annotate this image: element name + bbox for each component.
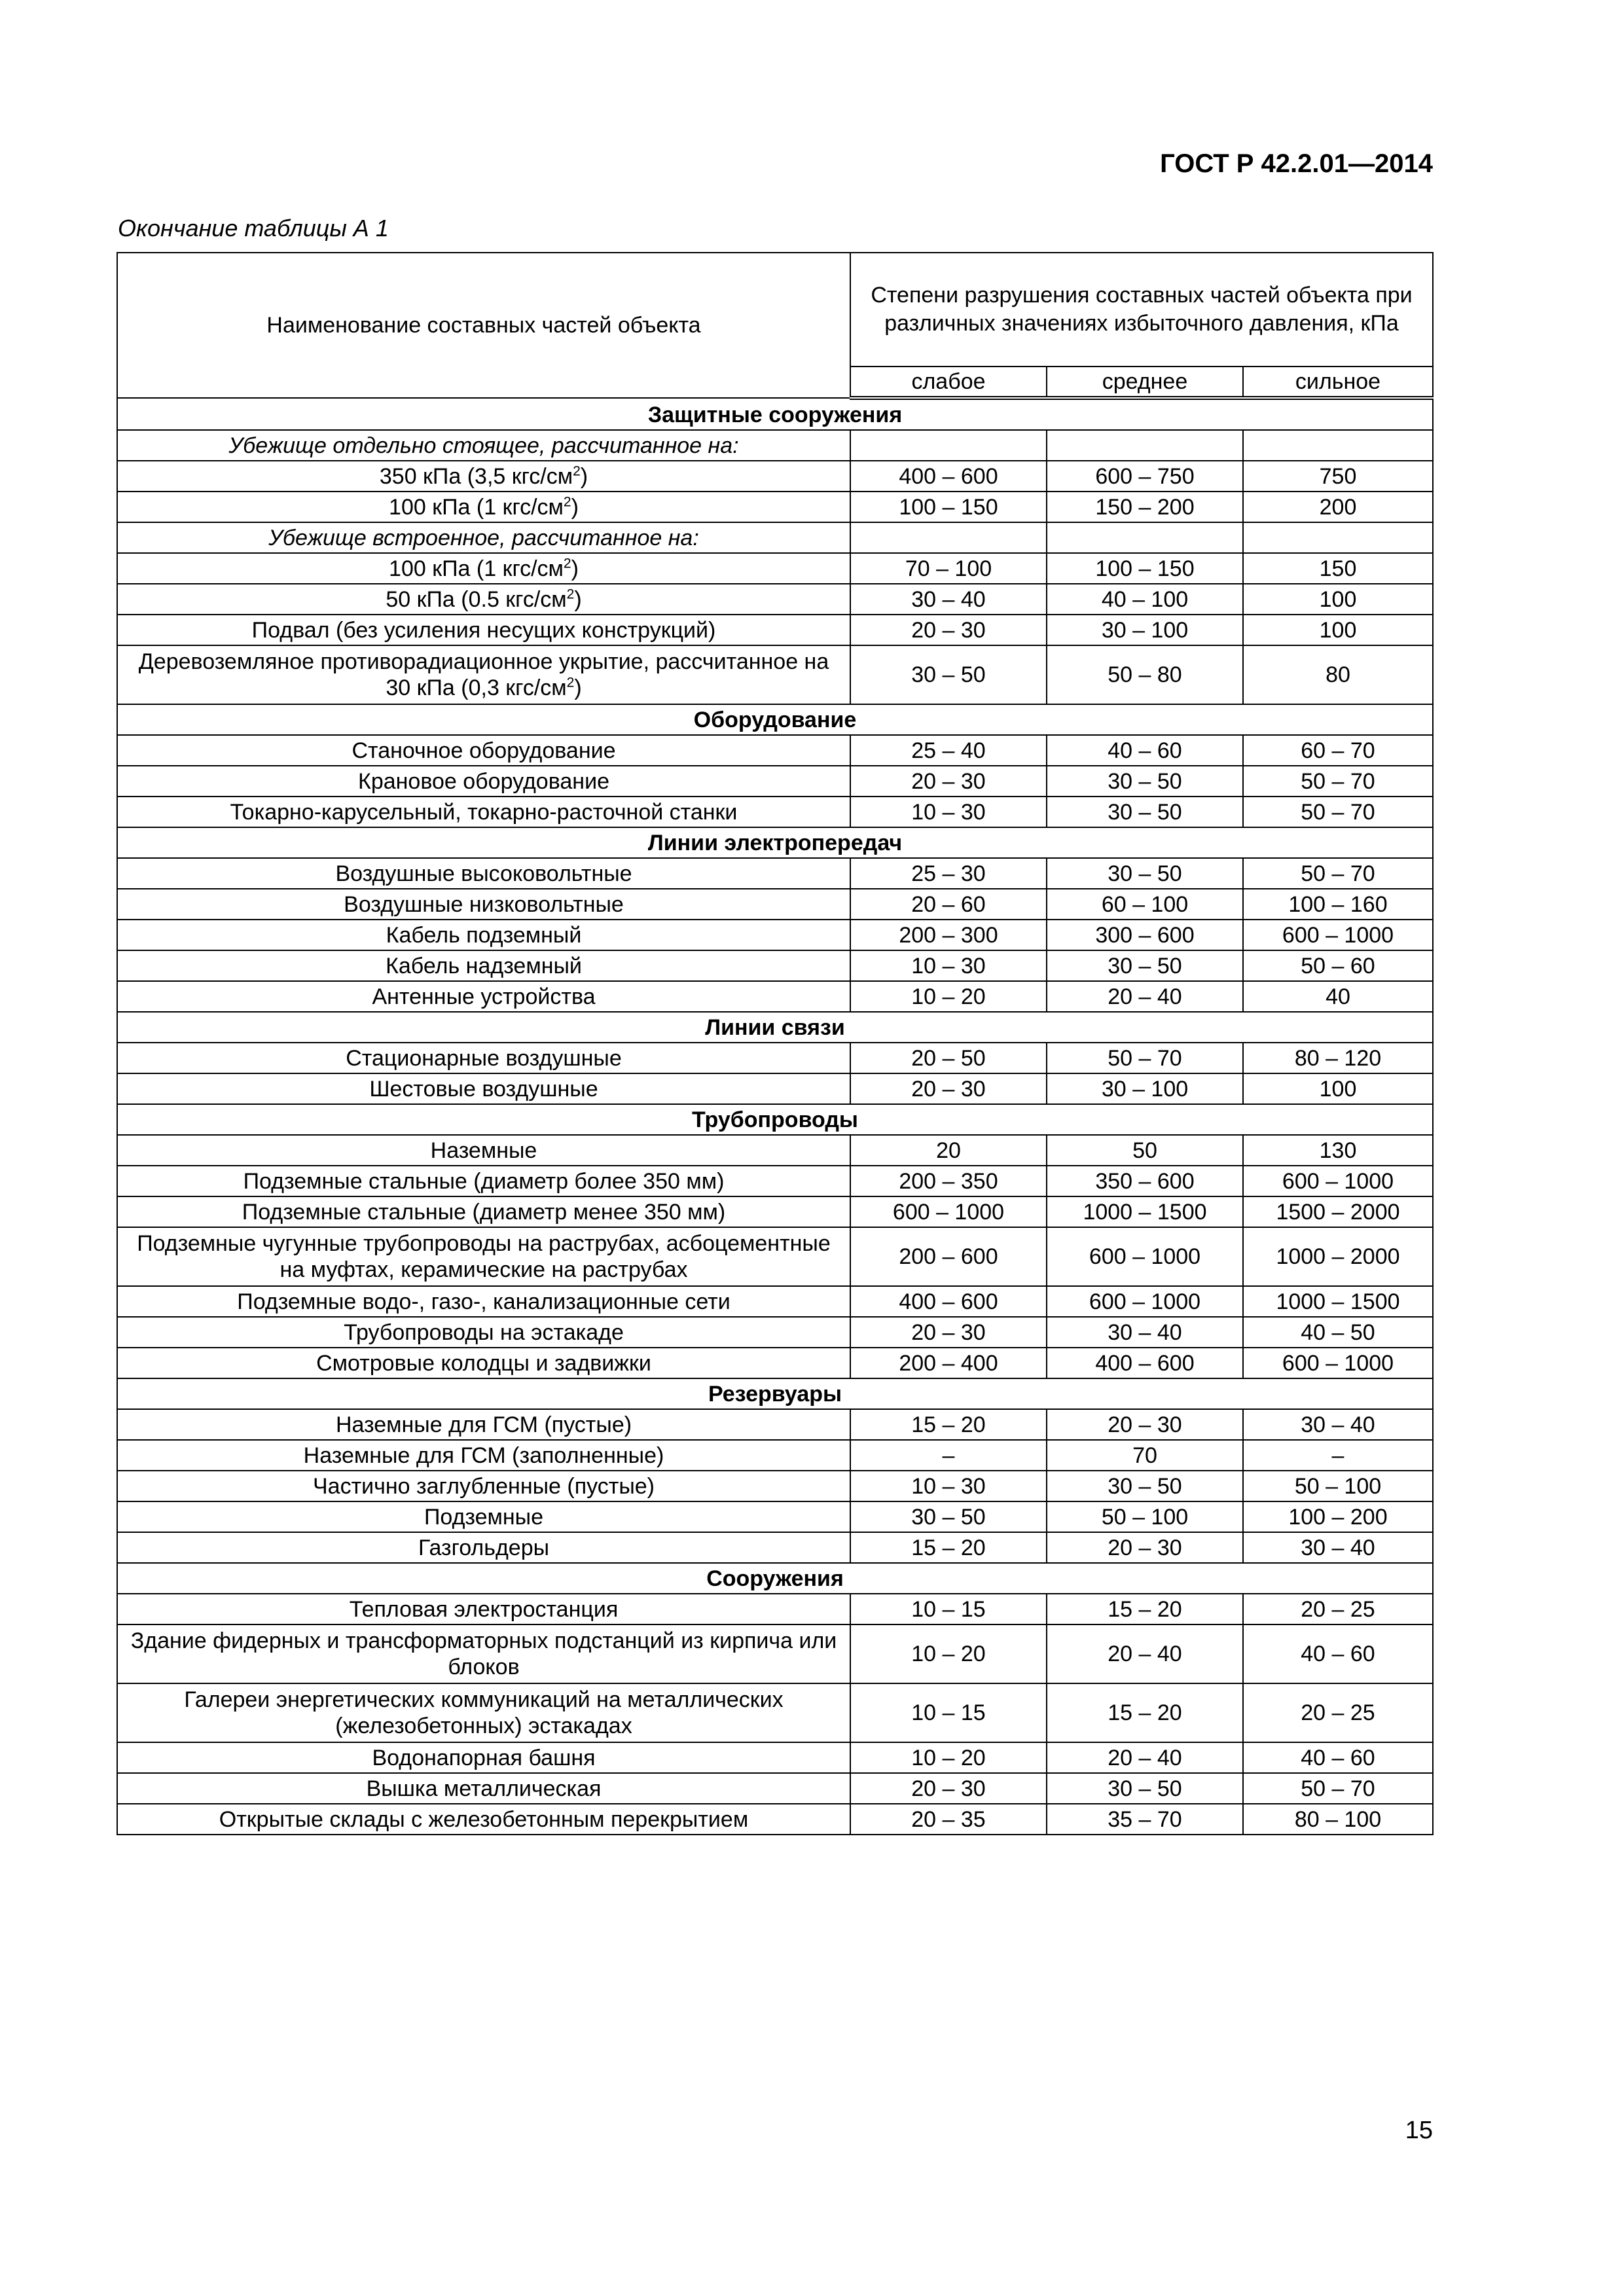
row-name-cell — [117, 735, 850, 766]
row-name: Кабель подземный — [386, 922, 582, 948]
value-medium: 400 – 600 — [1047, 1348, 1243, 1378]
table-row — [117, 1742, 1433, 1773]
section-row — [117, 1104, 1433, 1135]
table-row — [117, 797, 1433, 827]
unit-superscript: 2 — [563, 556, 571, 571]
row-name: Подземные водо-, газо-, канализационные сети — [237, 1289, 731, 1314]
value-medium — [1047, 522, 1243, 553]
section-title: Резервуары — [117, 1378, 1433, 1409]
column-header-strong: сильное — [1243, 367, 1433, 398]
unit-superscript: 2 — [573, 463, 581, 479]
row-name-cell — [117, 858, 850, 889]
value-weak: 200 – 300 — [850, 920, 1047, 950]
value-weak: 10 – 30 — [850, 1471, 1047, 1501]
value-strong: 1000 – 1500 — [1243, 1286, 1433, 1317]
page-number: 15 — [1405, 2117, 1433, 2144]
value-medium: 50 – 80 — [1047, 645, 1243, 704]
value-strong — [1243, 522, 1433, 553]
section-row — [117, 827, 1433, 858]
value-weak: 20 – 30 — [850, 1073, 1047, 1104]
value-medium: 30 – 50 — [1047, 1471, 1243, 1501]
value-strong: 200 — [1243, 492, 1433, 522]
row-name: Подземные — [424, 1504, 544, 1530]
value-strong: 20 – 25 — [1243, 1683, 1433, 1742]
value-medium: 30 – 100 — [1047, 1073, 1243, 1104]
table-row — [117, 889, 1433, 920]
table-row — [117, 1286, 1433, 1317]
row-name: Антенные устройства — [372, 984, 596, 1009]
row-name-cell — [117, 766, 850, 797]
section-title: Трубопроводы — [117, 1104, 1433, 1135]
value-medium: 35 – 70 — [1047, 1804, 1243, 1835]
value-weak: 20 — [850, 1135, 1047, 1166]
row-name: Воздушные низковольтные — [344, 891, 624, 917]
unit-superscript: 2 — [566, 586, 575, 602]
section-row — [117, 1378, 1433, 1409]
section-title: Защитные сооружения — [117, 398, 1433, 430]
row-name-cell — [117, 1594, 850, 1624]
table-row — [117, 553, 1433, 584]
row-name-cell — [117, 920, 850, 950]
value-medium: 50 – 100 — [1047, 1501, 1243, 1532]
value-medium: 350 – 600 — [1047, 1166, 1243, 1196]
row-name-cell — [117, 1624, 850, 1683]
row-name-cell — [117, 1773, 850, 1804]
row-name-cell — [117, 1742, 850, 1773]
row-name-cell — [117, 1501, 850, 1532]
value-medium: 600 – 1000 — [1047, 1286, 1243, 1317]
unit-superscript: 2 — [566, 675, 575, 691]
table-row — [117, 522, 1433, 553]
section-title: Оборудование — [117, 704, 1433, 735]
row-name: Подвал (без усиления несущих конструкций) — [251, 617, 716, 643]
table-row — [117, 981, 1433, 1012]
row-name-cell — [117, 1166, 850, 1196]
row-name-tail: ) — [574, 675, 582, 700]
column-header-medium: среднее — [1047, 367, 1243, 398]
value-medium: 1000 – 1500 — [1047, 1196, 1243, 1227]
row-name: Подземные стальные (диаметр менее 350 мм) — [242, 1199, 726, 1225]
table-row — [117, 1196, 1433, 1227]
value-weak: 30 – 40 — [850, 584, 1047, 615]
row-name: Убежище встроенное, рассчитанное на: — [268, 525, 699, 550]
row-name-cell — [117, 889, 850, 920]
value-medium: 30 – 50 — [1047, 950, 1243, 981]
row-name: 100 кПа (1 кгс/см — [389, 556, 564, 581]
value-weak: 10 – 30 — [850, 797, 1047, 827]
row-name-cell — [117, 1348, 850, 1378]
row-name-cell — [117, 615, 850, 645]
table-row — [117, 858, 1433, 889]
value-weak: 100 – 150 — [850, 492, 1047, 522]
row-name-cell — [117, 1073, 850, 1104]
value-strong: 600 – 1000 — [1243, 1348, 1433, 1378]
table-row — [117, 645, 1433, 704]
section-title: Сооружения — [117, 1563, 1433, 1594]
row-name-cell — [117, 1804, 850, 1835]
row-name: Частично заглубленные (пустые) — [313, 1473, 655, 1499]
value-medium: 300 – 600 — [1047, 920, 1243, 950]
value-medium: 20 – 40 — [1047, 1742, 1243, 1773]
table-row — [117, 1532, 1433, 1563]
value-weak: 200 – 400 — [850, 1348, 1047, 1378]
row-name-cell — [117, 1471, 850, 1501]
value-strong: 50 – 100 — [1243, 1471, 1433, 1501]
row-name: 100 кПа (1 кгс/см — [389, 494, 564, 520]
value-strong: 20 – 25 — [1243, 1594, 1433, 1624]
column-header-name: Наименование составных частей объекта — [117, 253, 850, 398]
destruction-table — [117, 252, 1434, 1835]
value-weak: 10 – 30 — [850, 950, 1047, 981]
value-medium: 100 – 150 — [1047, 553, 1243, 584]
table-row — [117, 615, 1433, 645]
section-title: Линии электропередач — [117, 827, 1433, 858]
row-name: Тепловая электростанция — [349, 1596, 619, 1622]
value-strong: 30 – 40 — [1243, 1409, 1433, 1440]
row-name-cell — [117, 1532, 850, 1563]
value-strong — [1243, 430, 1433, 461]
table-row — [117, 1501, 1433, 1532]
table-row — [117, 1043, 1433, 1073]
value-weak: 400 – 600 — [850, 1286, 1047, 1317]
table-row — [117, 1348, 1433, 1378]
value-medium — [1047, 430, 1243, 461]
row-name-cell — [117, 492, 850, 522]
value-strong: 50 – 60 — [1243, 950, 1433, 981]
value-strong: 40 – 60 — [1243, 1742, 1433, 1773]
value-medium: 50 — [1047, 1135, 1243, 1166]
value-medium: 20 – 40 — [1047, 1624, 1243, 1683]
value-strong: 600 – 1000 — [1243, 920, 1433, 950]
document-code: ГОСТ Р 42.2.01—2014 — [1160, 149, 1433, 178]
table-row — [117, 1073, 1433, 1104]
value-strong: 150 — [1243, 553, 1433, 584]
section-row — [117, 1012, 1433, 1043]
row-name: Наземные для ГСМ (пустые) — [335, 1412, 632, 1437]
value-strong: 100 — [1243, 615, 1433, 645]
table-row — [117, 766, 1433, 797]
value-strong: 50 – 70 — [1243, 797, 1433, 827]
row-name: Галереи энергетических коммуникаций на металлических (железобетонных) эстакадах — [184, 1687, 784, 1738]
row-name: Крановое оборудование — [358, 768, 609, 794]
table-row — [117, 1317, 1433, 1348]
table-row — [117, 1624, 1433, 1683]
value-strong: 80 — [1243, 645, 1433, 704]
value-medium: 20 – 40 — [1047, 981, 1243, 1012]
value-weak: 30 – 50 — [850, 1501, 1047, 1532]
value-medium: 600 – 1000 — [1047, 1227, 1243, 1286]
value-strong: 100 – 160 — [1243, 889, 1433, 920]
value-medium: 40 – 100 — [1047, 584, 1243, 615]
row-name-cell — [117, 584, 850, 615]
row-name: Стационарные воздушные — [346, 1045, 622, 1071]
table-row — [117, 461, 1433, 492]
table-row — [117, 920, 1433, 950]
row-name: Подземные стальные (диаметр более 350 мм) — [243, 1168, 725, 1194]
table-row — [117, 430, 1433, 461]
row-name-cell — [117, 981, 850, 1012]
value-weak: 20 – 35 — [850, 1804, 1047, 1835]
value-strong: 100 — [1243, 1073, 1433, 1104]
value-strong: 80 – 100 — [1243, 1804, 1433, 1835]
value-strong: 100 – 200 — [1243, 1501, 1433, 1532]
table-row — [117, 1683, 1433, 1742]
value-medium: 30 – 40 — [1047, 1317, 1243, 1348]
row-name-cell — [117, 1683, 850, 1742]
value-weak: 20 – 60 — [850, 889, 1047, 920]
table-row — [117, 1166, 1433, 1196]
row-name: Смотровые колодцы и задвижки — [316, 1350, 651, 1376]
row-name-tail: ) — [580, 463, 588, 489]
row-name-cell — [117, 1227, 850, 1286]
value-medium: 30 – 100 — [1047, 615, 1243, 645]
value-medium: 40 – 60 — [1047, 735, 1243, 766]
table-row — [117, 1471, 1433, 1501]
row-name: Станочное оборудование — [352, 738, 616, 763]
value-weak: 70 – 100 — [850, 553, 1047, 584]
section-row — [117, 1563, 1433, 1594]
row-name: Открытые склады с железобетонным перекрытием — [219, 1806, 749, 1832]
value-medium: 60 – 100 — [1047, 889, 1243, 920]
value-weak: 20 – 30 — [850, 766, 1047, 797]
value-medium: 30 – 50 — [1047, 797, 1243, 827]
table-caption: Окончание таблицы А 1 — [118, 215, 389, 242]
value-weak: 10 – 20 — [850, 981, 1047, 1012]
value-weak: – — [850, 1440, 1047, 1471]
row-name: Наземные — [430, 1138, 537, 1163]
value-strong: 60 – 70 — [1243, 735, 1433, 766]
value-strong: 40 – 50 — [1243, 1317, 1433, 1348]
row-name-cell — [117, 553, 850, 584]
value-weak: 10 – 15 — [850, 1683, 1047, 1742]
row-name-cell — [117, 1440, 850, 1471]
table-row — [117, 1135, 1433, 1166]
row-name-cell — [117, 1196, 850, 1227]
value-weak: 15 – 20 — [850, 1532, 1047, 1563]
value-medium: 150 – 200 — [1047, 492, 1243, 522]
value-medium: 50 – 70 — [1047, 1043, 1243, 1073]
row-name: Газгольдеры — [418, 1535, 550, 1560]
value-weak: 200 – 350 — [850, 1166, 1047, 1196]
value-medium: 20 – 30 — [1047, 1532, 1243, 1563]
table-row — [117, 1804, 1433, 1835]
row-name: 50 кПа (0.5 кгс/см — [386, 586, 567, 612]
row-name: Шестовые воздушные — [369, 1076, 598, 1102]
column-header-weak: слабое — [850, 367, 1047, 398]
row-name-cell — [117, 461, 850, 492]
table-row — [117, 1440, 1433, 1471]
value-weak: 20 – 50 — [850, 1043, 1047, 1073]
value-strong: 50 – 70 — [1243, 858, 1433, 889]
value-strong: 750 — [1243, 461, 1433, 492]
table-row — [117, 1409, 1433, 1440]
unit-superscript: 2 — [563, 494, 571, 510]
row-name: Вышка металлическая — [366, 1776, 602, 1801]
value-weak — [850, 430, 1047, 461]
table-body — [117, 398, 1433, 1835]
value-strong: 30 – 40 — [1243, 1532, 1433, 1563]
row-name: Водонапорная башня — [372, 1745, 596, 1770]
value-strong: 40 — [1243, 981, 1433, 1012]
value-medium: 70 — [1047, 1440, 1243, 1471]
row-name-tail: ) — [571, 556, 579, 581]
value-medium: 15 – 20 — [1047, 1683, 1243, 1742]
row-name: Токарно-карусельный, токарно-расточной станки — [230, 799, 738, 825]
table-row — [117, 950, 1433, 981]
value-weak: 10 – 20 — [850, 1742, 1047, 1773]
row-name-cell — [117, 1135, 850, 1166]
row-name: Наземные для ГСМ (заполненные) — [303, 1443, 664, 1468]
table-row — [117, 1227, 1433, 1286]
table-row — [117, 1594, 1433, 1624]
value-weak: 30 – 50 — [850, 645, 1047, 704]
row-name-cell — [117, 1043, 850, 1073]
value-medium: 30 – 50 — [1047, 858, 1243, 889]
row-name: Воздушные высоковольтные — [335, 861, 632, 886]
value-weak: 600 – 1000 — [850, 1196, 1047, 1227]
row-name-cell — [117, 1409, 850, 1440]
row-name-cell — [117, 645, 850, 704]
value-weak: 15 – 20 — [850, 1409, 1047, 1440]
value-weak: 10 – 15 — [850, 1594, 1047, 1624]
value-strong: – — [1243, 1440, 1433, 1471]
value-medium: 20 – 30 — [1047, 1409, 1243, 1440]
value-weak: 10 – 20 — [850, 1624, 1047, 1683]
table-row — [117, 492, 1433, 522]
value-strong: 80 – 120 — [1243, 1043, 1433, 1073]
value-weak — [850, 522, 1047, 553]
row-name: Подземные чугунные трубопроводы на раструбах, асбоцементные на муфтах, керамические на раструбах — [137, 1231, 831, 1282]
value-strong: 50 – 70 — [1243, 1773, 1433, 1804]
value-strong: 1500 – 2000 — [1243, 1196, 1433, 1227]
value-medium: 600 – 750 — [1047, 461, 1243, 492]
value-strong: 50 – 70 — [1243, 766, 1433, 797]
table-row — [117, 1773, 1433, 1804]
table-row — [117, 584, 1433, 615]
row-name: 350 кПа (3,5 кгс/см — [379, 463, 573, 489]
value-strong: 600 – 1000 — [1243, 1166, 1433, 1196]
row-name-cell — [117, 797, 850, 827]
row-name-cell — [117, 1317, 850, 1348]
value-medium: 30 – 50 — [1047, 1773, 1243, 1804]
value-medium: 15 – 20 — [1047, 1594, 1243, 1624]
row-name: Убежище отдельно стоящее, рассчитанное на: — [228, 433, 739, 458]
value-weak: 20 – 30 — [850, 1317, 1047, 1348]
row-name: Кабель надземный — [386, 953, 582, 978]
value-strong: 100 — [1243, 584, 1433, 615]
value-weak: 20 – 30 — [850, 1773, 1047, 1804]
row-name-cell — [117, 950, 850, 981]
value-strong: 130 — [1243, 1135, 1433, 1166]
section-title: Линии связи — [117, 1012, 1433, 1043]
value-strong: 1000 – 2000 — [1243, 1227, 1433, 1286]
value-strong: 40 – 60 — [1243, 1624, 1433, 1683]
row-name-cell — [117, 1286, 850, 1317]
section-row — [117, 704, 1433, 735]
value-weak: 25 – 40 — [850, 735, 1047, 766]
row-name-tail: ) — [571, 494, 579, 520]
section-row — [117, 398, 1433, 430]
column-group-header: Степени разрушения составных частей объекта при различных значениях избыточного давления, кПа — [850, 253, 1433, 367]
row-name: Деревоземляное противорадиационное укрытие, рассчитанное на 30 кПа (0,3 кгс/см — [138, 649, 829, 700]
value-weak: 200 – 600 — [850, 1227, 1047, 1286]
row-name: Здание фидерных и трансформаторных подстанций из кирпича или блоков — [130, 1628, 837, 1679]
value-weak: 25 – 30 — [850, 858, 1047, 889]
row-name-cell — [117, 522, 850, 553]
value-weak: 20 – 30 — [850, 615, 1047, 645]
row-name: Трубопроводы на эстакаде — [344, 1319, 624, 1345]
row-name-cell — [117, 430, 850, 461]
value-medium: 30 – 50 — [1047, 766, 1243, 797]
value-weak: 400 – 600 — [850, 461, 1047, 492]
table-row — [117, 735, 1433, 766]
row-name-tail: ) — [574, 586, 582, 612]
